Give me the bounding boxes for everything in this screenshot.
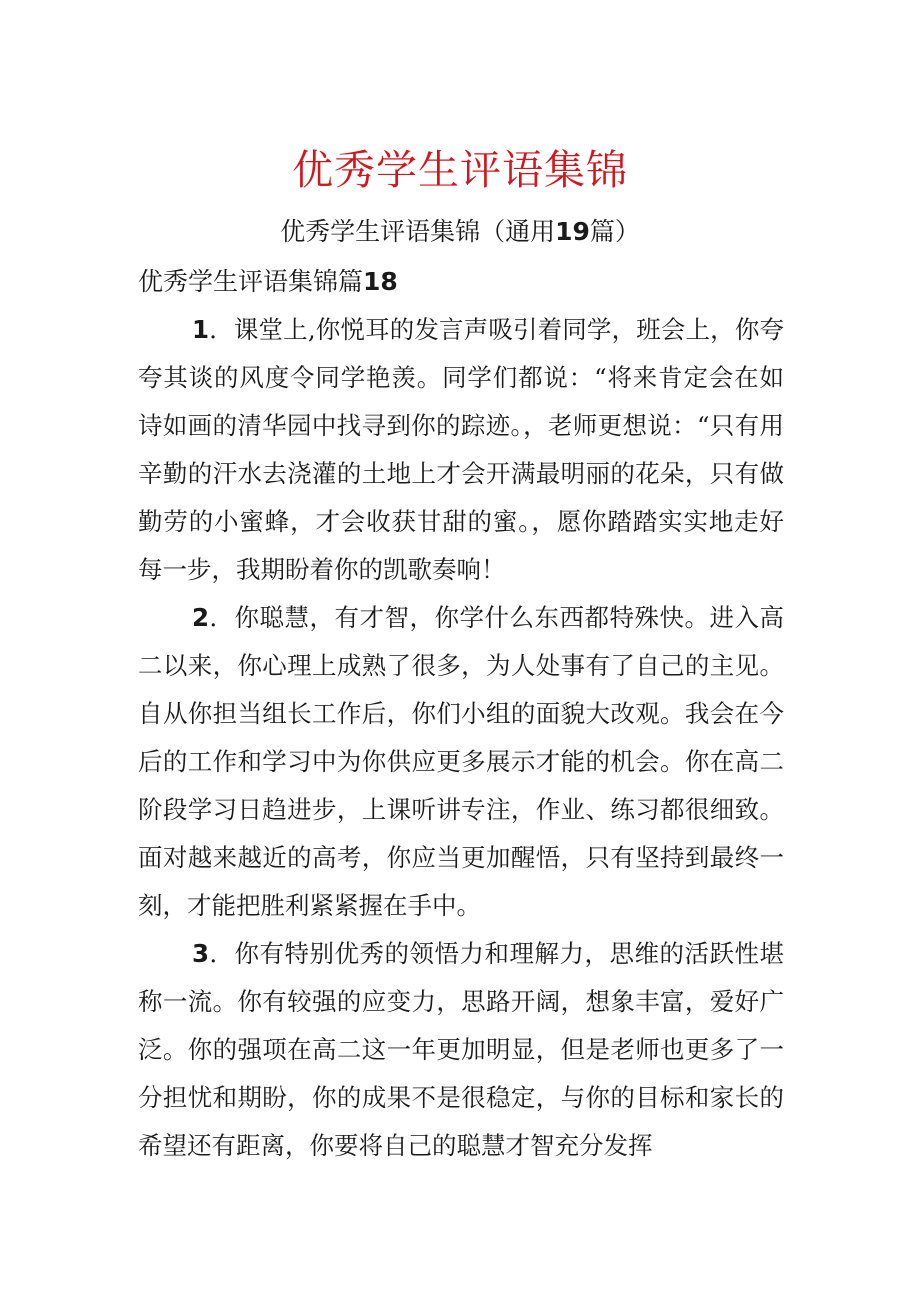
comment-number: 1 <box>192 315 210 344</box>
comment-number: 3 <box>192 939 210 968</box>
document-title: 优秀学生评语集锦 <box>292 146 628 194</box>
document-subtitle <box>0 212 920 252</box>
comment-number: 2 <box>192 603 210 632</box>
comment-paragraph <box>138 930 784 1170</box>
comment-paragraph <box>138 594 784 930</box>
subtitle-text: 优秀学生评语集锦（通用 <box>280 217 556 246</box>
comment-paragraph <box>138 306 784 594</box>
comment-text: ．你聪慧，有才智，你学什么东西都特殊快。进入高二以来，你心理上成熟了很多，为人处事有了自己的主见。自从你担当组长工作后，你们小组的面貌大改观。我会在今后的工作和学习中为你供应更多展示才能的机会。你在高二阶段学习日趋进步，上课听讲专注，作业、练习都很细致。面对越来越近的高考，你应当更加醒悟，只有坚持到最终一刻，才能把胜利紧紧握在手中。 <box>138 603 784 920</box>
section-heading <box>138 262 398 302</box>
comment-text: ．你有特别优秀的领悟力和理解力，思维的活跃性堪称一流。你有较强的应变力，思路开阔，想象丰富，爱好广泛。你的强项在高二这一年更加明显，但是老师也更多了一分担忧和期盼，你的成果不是很稳定，与你的目标和家长的希望还有距离，你要将自己的聪慧才智充分发挥 <box>138 939 784 1160</box>
comment-list <box>138 306 784 1170</box>
section-heading-text: 优秀学生评语集锦篇 <box>138 267 364 296</box>
section-heading-number: 18 <box>363 267 398 296</box>
subtitle-number: 19 <box>555 217 590 246</box>
comment-text: ．课堂上,你悦耳的发言声吸引着同学，班会上，你夸夸其谈的风度令同学艳羡。同学们都说：“将来肯定会在如诗如画的清华园中找寻到你的踪迹。，老师更想说：“只有用辛勤的汗水去浇灌的土地上才会开满最明丽的花朵，只有做勤劳的小蜜蜂，才会收获甘甜的蜜。，愿你踏踏实实地走好每一步，我期盼着你的凯歌奏响！ <box>138 315 784 584</box>
subtitle-suffix: 篇） <box>589 217 640 246</box>
